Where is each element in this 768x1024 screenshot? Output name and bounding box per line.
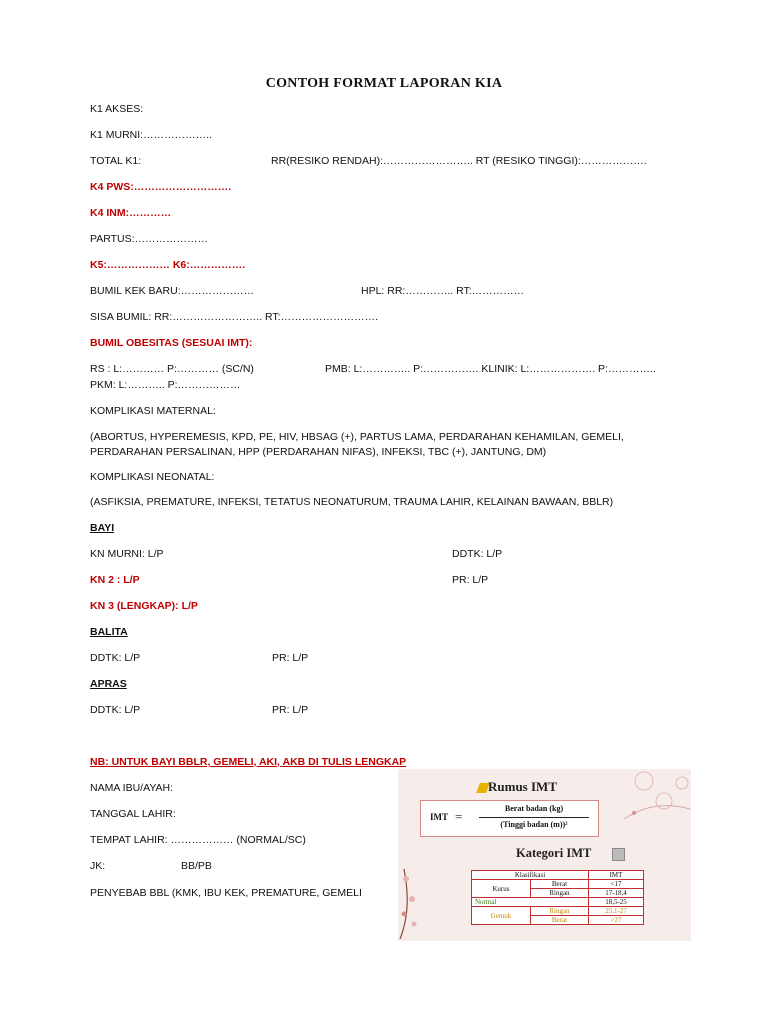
pmb-klinik-line: PMB: L:………….. P:……………. KLINIK: L:………………. P:…………..	[325, 363, 656, 375]
komplikasi-neonatal-list: (ASFIKSIA, PREMATURE, INFEKSI, TETATUS NEONATURUM, TRAUMA LAHIR, KELAINAN BAWAAN, BBLR)	[90, 496, 614, 508]
value-cell: <17	[589, 880, 644, 889]
imt-infographic	[398, 769, 691, 941]
ddtk-bayi: DDTK: L/P	[452, 548, 503, 560]
section-apras: APRAS	[90, 678, 127, 690]
bb-pb: BB/PB	[181, 860, 212, 872]
section-balita: BALITA	[90, 626, 128, 638]
table-row	[472, 880, 644, 889]
pr-apras: PR: L/P	[272, 704, 309, 716]
value-cell: >27	[589, 916, 644, 925]
header-klasifikasi: Klasifikasi	[472, 871, 589, 880]
formula-lhs: IMT	[430, 812, 448, 822]
value-cell: 18,5-25	[589, 898, 644, 907]
header-imt: IMT	[589, 871, 644, 880]
formula-numerator: Berat badan (kg)	[504, 804, 564, 813]
group-cell: Kurus	[472, 880, 531, 898]
k1-akses: K1 AKSES:	[90, 103, 144, 115]
scale-icon	[612, 848, 625, 861]
sisa-bumil: SISA BUMIL: RR:…………………….. RT:……………………….	[90, 311, 379, 323]
bumil-obesitas: BUMIL OBESITAS (SESUAI IMT):	[90, 337, 253, 349]
sub-cell: Berat	[530, 880, 588, 889]
tempat-lahir: TEMPAT LAHIR: ……………… (NORMAL/SC)	[90, 834, 306, 846]
total-k1: TOTAL K1:	[90, 155, 142, 167]
ddtk-apras: DDTK: L/P	[90, 704, 141, 716]
nb-note: NB: UNTUK BAYI BBLR, GEMELI, AKI, AKB DI TULIS LENGKAP	[90, 756, 407, 768]
bumil-kek-baru: BUMIL KEK BARU:…………………	[90, 285, 255, 297]
sub-cell: Ringan	[530, 889, 588, 898]
fraction-bar	[479, 817, 589, 818]
k1-murni: K1 MURNI:………………..	[90, 129, 212, 141]
table-header-row	[472, 871, 644, 880]
formula-denominator: (Tinggi badan (m))²	[500, 820, 568, 829]
imt-formula	[420, 800, 599, 837]
kn3: KN 3 (LENGKAP): L/P	[90, 600, 198, 612]
pkm-line: PKM: L:……….. P:………………	[90, 379, 241, 391]
jk: JK:	[90, 860, 106, 872]
komplikasi-maternal: KOMPLIKASI MATERNAL:	[90, 405, 216, 417]
group-cell: Normal	[472, 898, 589, 907]
value-cell: 25,1-27	[589, 907, 644, 916]
komplikasi-maternal-list-1: (ABORTUS, HYPEREMESIS, KPD, PE, HIV, HBSAG (+), PARTUS LAMA, PERDARAHAN KEHAMILAN, GEMELI,	[90, 431, 624, 443]
page-title: CONTOH FORMAT LAPORAN KIA	[265, 76, 503, 91]
k4-inm: K4 INM:…………	[90, 207, 172, 219]
table-row	[472, 907, 644, 916]
komplikasi-neonatal: KOMPLIKASI NEONATAL:	[90, 471, 215, 483]
nama-ibu-ayah: NAMA IBU/AYAH:	[90, 782, 174, 794]
kn2: KN 2 : L/P	[90, 574, 140, 586]
value-cell: 17-18,4	[589, 889, 644, 898]
floral-decoration-left-icon	[398, 859, 426, 941]
group-cell: Gemuk	[472, 907, 531, 925]
rr-rt: RR(RESIKO RENDAH):…………………….. RT (RESIKO TINGGI):……………….	[271, 155, 647, 167]
kategori-imt-title: Kategori IMT	[516, 846, 592, 860]
penyebab-bbl: PENYEBAB BBL (KMK, IBU KEK, PREMATURE, GEMELI	[90, 887, 362, 899]
sub-cell: Ringan	[530, 907, 588, 916]
pr-bayi: PR: L/P	[452, 574, 489, 586]
imt-category-table	[471, 870, 644, 925]
pr-balita: PR: L/P	[272, 652, 309, 664]
sub-cell: Berat	[530, 916, 588, 925]
kn-murni: KN MURNI: L/P	[90, 548, 164, 560]
section-bayi: BAYI	[90, 522, 115, 534]
imt-title: Rumus IMT	[488, 779, 557, 794]
k5-k6: K5:……………… K6:…………….	[90, 259, 246, 271]
tanggal-lahir: TANGGAL LAHIR:	[90, 808, 176, 820]
formula-equals: =	[455, 809, 463, 824]
rs-line: RS : L:………… P:………… (SC/N)	[90, 363, 254, 375]
ddtk-balita: DDTK: L/P	[90, 652, 141, 664]
table-row	[472, 898, 644, 907]
komplikasi-maternal-list-2: PERDARAHAN PERSALINAN, HPP (PERDARAHAN NIFAS), INFEKSI, TBC (+), JANTUNG, DM)	[90, 446, 547, 458]
k4-pws: K4 PWS:……………………….	[90, 181, 232, 193]
partus: PARTUS:…………………	[90, 233, 209, 245]
floral-decoration-right-icon	[604, 769, 691, 825]
hpl: HPL: RR:………….. RT:……………	[361, 285, 525, 297]
